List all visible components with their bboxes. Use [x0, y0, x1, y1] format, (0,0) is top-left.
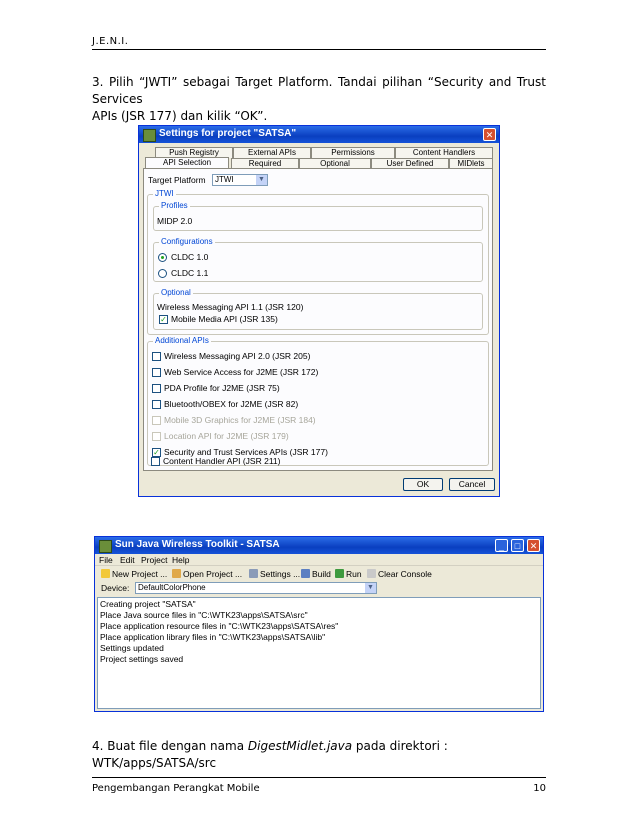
- radio-dot: [161, 256, 164, 259]
- tab-label: Content Handlers: [412, 148, 476, 157]
- app-icon: [99, 540, 112, 553]
- clear-console-label: Clear Console: [378, 569, 432, 579]
- tab-label: Permissions: [331, 148, 375, 157]
- cldc11-radio[interactable]: [158, 269, 167, 278]
- step3-paragraph: [92, 74, 546, 125]
- device-label: Device:: [101, 583, 130, 593]
- api-checkbox-jsr205[interactable]: [152, 352, 161, 361]
- toolkit-window: [94, 536, 544, 712]
- step4-filename: DigestMidlet.java: [247, 739, 353, 753]
- run-label: Run: [346, 569, 362, 579]
- step3-line1: 3. Pilih “JWTI” sebagai Target Platform. Tandai pilihan “Security and Trust Services: [92, 75, 546, 106]
- console-line: Place Java source files in "C:\WTK23\apps\SATSA\src": [100, 610, 308, 620]
- device-value: DefaultColorPhone: [138, 583, 206, 592]
- close-icon[interactable]: ✕: [527, 539, 540, 552]
- api-selection-panel: [143, 168, 493, 471]
- clear-console-button[interactable]: [367, 569, 432, 579]
- cancel-button-label: Cancel: [458, 479, 486, 489]
- toolkit-titlebar[interactable]: [95, 537, 543, 554]
- api-checkbox-jsr82[interactable]: [152, 400, 161, 409]
- api-checkbox-jsr184: [152, 416, 161, 425]
- new-project-icon: [101, 569, 110, 578]
- tab-label: Optional: [320, 159, 350, 168]
- cldc10-label: CLDC 1.0: [171, 252, 209, 262]
- target-platform-value: JTWI: [215, 175, 234, 184]
- footer-rule: [92, 777, 546, 778]
- mobile-media-label: Mobile Media API (JSR 135): [171, 314, 278, 324]
- tab-content-handlers[interactable]: [395, 147, 493, 158]
- additional-apis-group: [147, 336, 489, 466]
- optional-text: Wireless Messaging API 1.1 (JSR 120): [157, 302, 304, 312]
- tab-external-apis[interactable]: [233, 147, 311, 158]
- api-label-jsr179: Location API for J2ME (JSR 179): [164, 431, 289, 441]
- step3-line2: APIs (JSR 177) dan kilik “OK”.: [92, 109, 268, 123]
- api-checkbox-jsr177[interactable]: ✓: [153, 448, 160, 457]
- device-select[interactable]: [135, 582, 377, 594]
- profile-value: MIDP 2.0: [157, 216, 193, 226]
- tab-label: Push Registry: [169, 148, 219, 157]
- tab-label: User Defined: [386, 159, 434, 168]
- settings-icon: [249, 569, 258, 578]
- console-line: Place application resource files in "C:\WTK23\apps\SATSA\res": [100, 621, 339, 631]
- profiles-group: [153, 201, 483, 231]
- build-icon: [301, 569, 310, 578]
- open-folder-icon: [172, 569, 181, 578]
- menu-project[interactable]: Project: [141, 555, 168, 565]
- settings-label: Settings ...: [260, 569, 301, 579]
- mobile-media-checkbox[interactable]: ✓: [160, 315, 167, 324]
- optional-group-title: Optional: [161, 288, 191, 297]
- chevron-down-icon: ▼: [365, 583, 376, 593]
- build-button[interactable]: [301, 569, 331, 579]
- build-label: Build: [312, 569, 331, 579]
- menu-bar: [95, 554, 543, 565]
- configurations-group-title: Configurations: [161, 237, 213, 246]
- settings-dialog: [138, 125, 500, 497]
- menu-file[interactable]: File: [99, 555, 113, 565]
- api-label-jsr75: PDA Profile for J2ME (JSR 75): [164, 383, 280, 393]
- api-label-jsr205: Wireless Messaging API 2.0 (JSR 205): [164, 351, 311, 361]
- open-project-label: Open Project ...: [183, 569, 243, 579]
- menu-edit[interactable]: Edit: [120, 555, 135, 565]
- console-line: Place application library files in "C:\WTK23\apps\SATSA\lib": [100, 632, 326, 642]
- tab-label: Required: [248, 159, 282, 168]
- console-output[interactable]: [97, 597, 541, 709]
- target-platform-label: Target Platform: [148, 175, 206, 185]
- target-platform-select[interactable]: [212, 174, 268, 186]
- open-project-button[interactable]: [172, 569, 242, 579]
- api-label-jsr172: Web Service Access for J2ME (JSR 172): [164, 367, 319, 377]
- page-number: 10: [533, 783, 546, 794]
- ok-button[interactable]: [403, 478, 443, 491]
- clear-console-icon: [367, 569, 376, 578]
- run-button[interactable]: [335, 569, 362, 579]
- new-project-label: New Project ...: [112, 569, 168, 579]
- new-project-button[interactable]: [101, 569, 167, 579]
- tab-api-selection[interactable]: [145, 157, 229, 168]
- maximize-icon[interactable]: □: [511, 539, 524, 552]
- device-row: [95, 581, 543, 595]
- cancel-button[interactable]: [449, 478, 495, 491]
- app-icon: [143, 129, 156, 142]
- configurations-group: [153, 237, 483, 282]
- close-icon[interactable]: ✕: [483, 128, 496, 141]
- tab-permissions[interactable]: [311, 147, 395, 158]
- jtwi-group: [147, 189, 489, 335]
- optional-group: [153, 288, 483, 330]
- document-header: J.E.N.I.: [92, 36, 129, 47]
- api-checkbox-jsr211[interactable]: [151, 457, 160, 466]
- console-line: Project settings saved: [100, 654, 184, 664]
- api-label-jsr211: Content Handler API (JSR 211): [163, 456, 281, 466]
- console-line: Creating project "SATSA": [100, 599, 196, 609]
- run-icon: [335, 569, 344, 578]
- cldc11-label: CLDC 1.1: [171, 268, 209, 278]
- profiles-group-title: Profiles: [161, 201, 188, 210]
- step4-prefix: 4. Buat file dengan nama: [92, 739, 248, 753]
- step4-suffix: pada direktori : WTK/apps/SATSA/src: [92, 739, 448, 770]
- settings-button[interactable]: [249, 569, 300, 579]
- api-checkbox-jsr75[interactable]: [152, 384, 161, 393]
- tab-label: MIDlets: [457, 159, 485, 168]
- cldc10-radio[interactable]: [158, 253, 167, 262]
- ok-button-label: OK: [416, 479, 430, 489]
- header-rule: [92, 49, 546, 50]
- console-line: Settings updated: [100, 643, 164, 653]
- additional-apis-title: Additional APIs: [155, 336, 209, 345]
- footer-title: Pengembangan Perangkat Mobile: [92, 783, 260, 794]
- api-label-jsr184: Mobile 3D Graphics for J2ME (JSR 184): [164, 415, 316, 425]
- tab-label: API Selection: [162, 158, 212, 167]
- toolkit-title: Sun Java Wireless Toolkit - SATSA: [115, 539, 280, 550]
- step4-paragraph: [92, 738, 546, 772]
- tab-label: External APIs: [247, 148, 297, 157]
- api-label-jsr82: Bluetooth/OBEX for J2ME (JSR 82): [164, 399, 299, 409]
- chevron-down-icon: ▼: [256, 175, 267, 185]
- settings-titlebar[interactable]: [139, 126, 499, 143]
- jtwi-group-title: JTWI: [155, 189, 174, 198]
- settings-title: Settings for project "SATSA": [159, 128, 297, 139]
- minimize-icon[interactable]: _: [495, 539, 508, 552]
- api-checkbox-jsr172[interactable]: [152, 368, 161, 377]
- menu-help[interactable]: Help: [172, 555, 190, 565]
- api-checkbox-jsr179: [152, 432, 161, 441]
- toolbar: [95, 565, 543, 582]
- api-label-jsr177: Security and Trust Services APIs (JSR 177): [164, 447, 328, 457]
